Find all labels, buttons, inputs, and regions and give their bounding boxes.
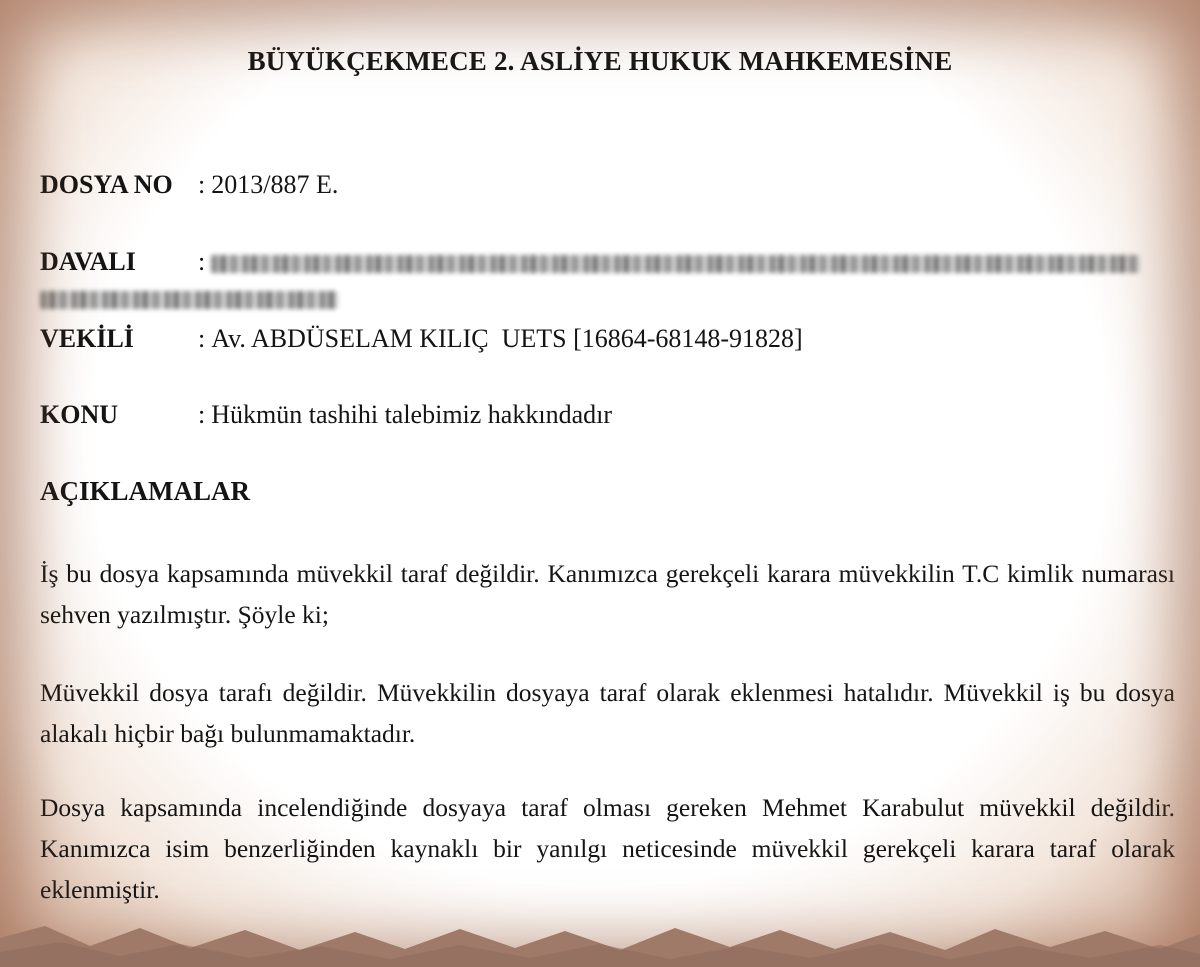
field-colon: : — [198, 170, 206, 199]
field-colon: : — [198, 400, 206, 429]
field-konu — [40, 400, 612, 430]
court-title: BÜYÜKÇEKMECE 2. ASLİYE HUKUK MAHKEMESİNE — [247, 46, 953, 76]
field-davali — [40, 247, 1141, 277]
field-label: VEKİLİ — [40, 324, 134, 353]
field-davali-continued — [40, 283, 338, 313]
paragraph: Dosya kapsamında incelendiğinde dosyaya taraf olması gereken Mehmet Karabulut müvekkil değildir. Kanımızca isim benzerliğinden kaynaklı bir yanılgı neticesinde müvekkil gerekçeli karara taraf olarak eklenmiştir. — [40, 793, 1175, 904]
field-label: DOSYA NO — [40, 170, 173, 199]
redacted-text — [40, 291, 338, 309]
torn-edge — [0, 922, 1200, 967]
field-label: KONU — [40, 400, 118, 429]
field-value: Av. ABDÜSELAM KILIÇ UETS [16864-68148-91828] — [211, 324, 803, 353]
field-colon: : — [198, 324, 206, 353]
section-heading: AÇIKLAMALAR — [40, 476, 251, 506]
field-dosya-no — [40, 170, 338, 200]
field-label: DAVALI — [40, 247, 136, 276]
paragraph: Müvekkil dosya tarafı değildir. Müvekkilin dosyaya taraf olarak eklenmesi hatalıdır. Müvekkil iş bu dosya alakalı hiçbir bağı bulunmamaktadır. — [40, 678, 1175, 748]
paragraph: İş bu dosya kapsamında müvekkil taraf değildir. Kanımızca gerekçeli karara müvekkilin T.C kimlik numarası sehven yazılmıştır. Şöyle ki; — [40, 559, 1175, 629]
field-value: 2013/887 E. — [211, 170, 339, 199]
redacted-text — [211, 255, 1141, 273]
field-value: Hükmün tashihi talebimiz hakkındadır — [211, 400, 612, 429]
field-vekili — [40, 324, 803, 354]
field-colon: : — [198, 247, 206, 276]
